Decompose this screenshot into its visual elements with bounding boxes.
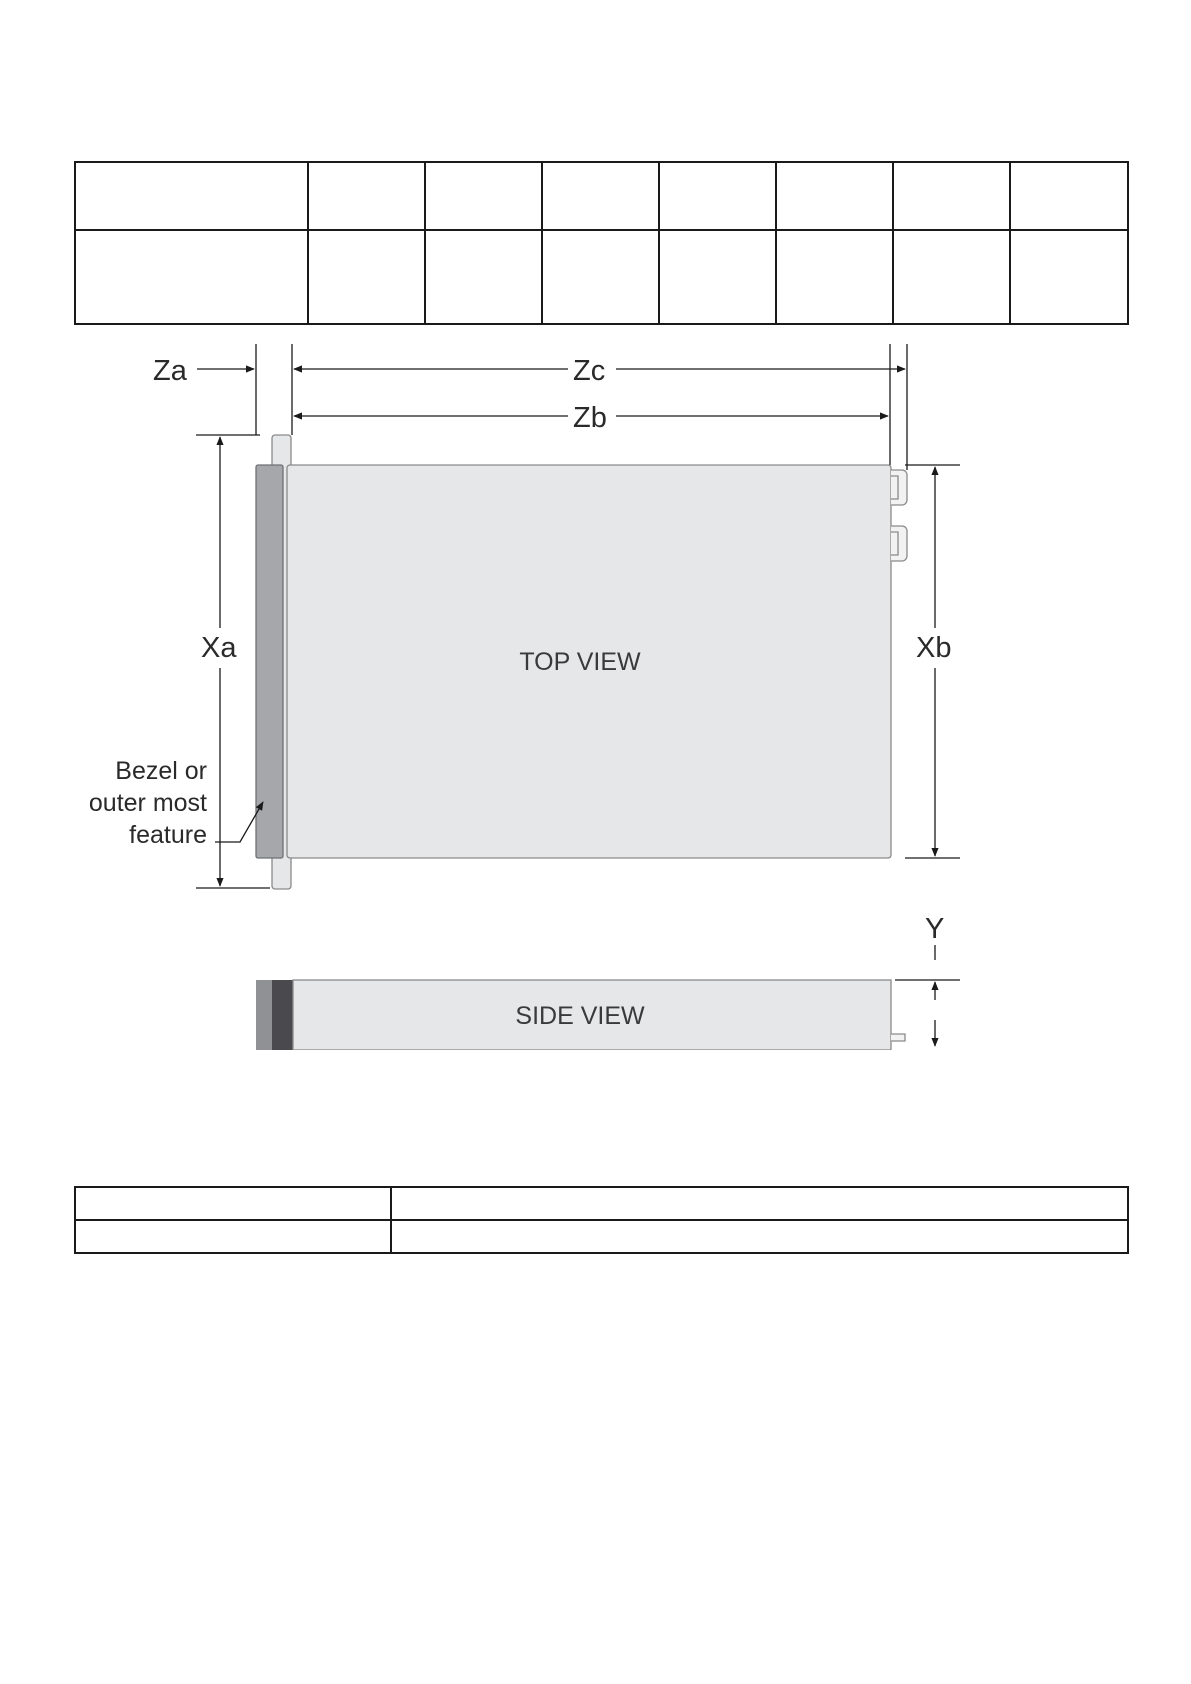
label-zc: Zc [573, 355, 606, 387]
table-cell [75, 1187, 391, 1220]
table-cell [391, 1220, 1128, 1253]
side-handle [891, 1034, 905, 1041]
label-bezel-2: outer most [88, 789, 207, 817]
table-header-row [75, 1187, 1128, 1220]
side-bezel-light [256, 980, 273, 1050]
table-row [75, 1220, 1128, 1253]
label-zb: Zb [573, 402, 607, 434]
table-cell [425, 230, 542, 324]
table-row [75, 230, 1128, 324]
table-cell [659, 162, 776, 230]
table-cell [659, 230, 776, 324]
table-cell [75, 230, 308, 324]
bezel [256, 465, 283, 858]
label-za: Za [153, 355, 187, 387]
chassis-dimensions-diagram [0, 330, 1191, 1060]
label-bezel-3: feature [129, 821, 207, 849]
table-cell [425, 162, 542, 230]
label-xb: Xb [916, 632, 952, 664]
table-cell [542, 162, 659, 230]
table-cell [542, 230, 659, 324]
table-cell [1010, 230, 1128, 324]
cut-off-mask [230, 1050, 950, 1060]
table-cell [308, 230, 425, 324]
handle-upper [891, 470, 907, 505]
table-cell [776, 230, 893, 324]
label-xa: Xa [201, 632, 237, 664]
label-y: Y [925, 913, 945, 945]
table-header-row [75, 162, 1128, 230]
table-cell [391, 1187, 1128, 1220]
table-cell [75, 1220, 391, 1253]
handle-lower [891, 526, 907, 561]
table-cell [893, 230, 1010, 324]
table-cell [776, 162, 893, 230]
table-cell [75, 162, 308, 230]
table-cell [1010, 162, 1128, 230]
label-top-view: TOP VIEW [519, 648, 641, 676]
side-bezel-dark [272, 980, 294, 1050]
table-cell [893, 162, 1010, 230]
label-bezel-1: Bezel or [115, 757, 207, 785]
weight-table [74, 1186, 1129, 1254]
dimensions-table [74, 161, 1129, 325]
table-cell [308, 162, 425, 230]
label-side-view: SIDE VIEW [515, 1002, 645, 1030]
